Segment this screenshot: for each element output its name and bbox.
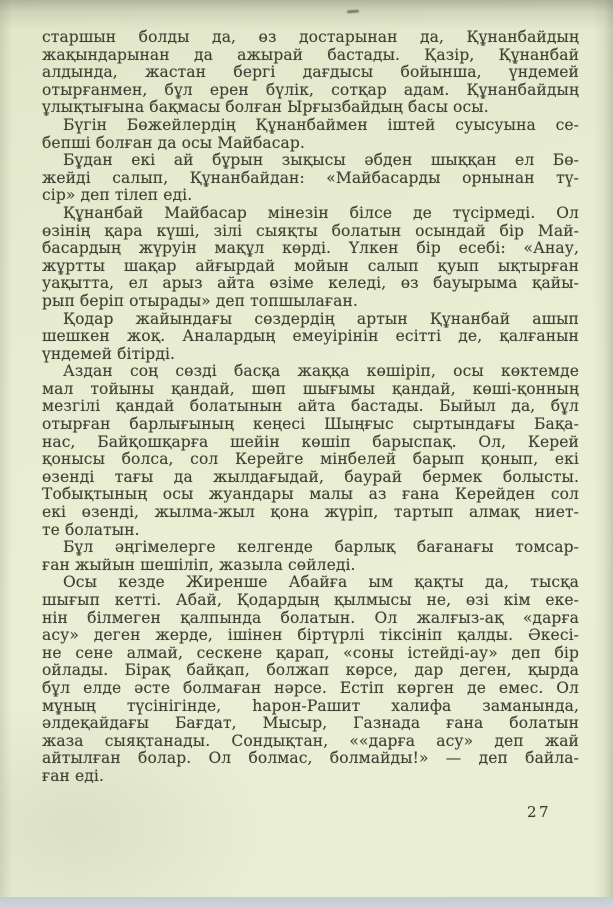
- paragraph: [42, 363, 579, 539]
- text-line: бепші болған да осы Майбасар.: [42, 133, 305, 152]
- text-line: асу» деген жерде, ішінен біртүрлі тіксініп қалды. Әкесі-: [42, 626, 579, 645]
- page-number: 27: [527, 803, 552, 821]
- text-line: әлдеқайдағы Бағдат, Мысыр, Газнада ғана болатын: [42, 714, 579, 733]
- text-line: басардың жүруін мақұл көрді. Үлкен бір есебі: «Анау,: [42, 239, 579, 258]
- text-line: өзенді тағы да жылдағыдай, баурай бермек болысты.: [42, 467, 579, 486]
- text-line: рып беріп отырады» деп топшылаған.: [42, 291, 358, 310]
- text-line: үндемей бітірді.: [42, 344, 176, 363]
- text-line: мезгілі қандай болатынын айта бастады. Быйыл да, бұл: [42, 397, 579, 416]
- text-line: Қодар жайындағы сөздердің артын Құнанбай ашып: [63, 309, 579, 328]
- text-line: жұртты шақар айғырдай мойын салып қуып ықтырған: [42, 256, 579, 275]
- text-line: сір» деп тілеп еді.: [42, 186, 193, 205]
- paragraph: [42, 539, 579, 574]
- text-line: айтылған болар. Ол болмас, болмайды!» — деп байла-: [42, 749, 579, 768]
- text-line: мал тойыны қандай, шөп шығымы қандай, көші-қонның: [42, 379, 579, 398]
- text-line: екі өзенді, жылма-жыл қона жүріп, тартып алмақ ниет-: [42, 503, 579, 522]
- paragraph: [42, 152, 579, 205]
- scanner-bed: [0, 897, 613, 907]
- text-line: отырғанмен, бұл ерен бүлік, сотқар адам. Құнанбайдың: [42, 80, 579, 99]
- text-line: нас, Байқошқарға шейін көшіп барыспақ. Ол, Керей: [42, 432, 579, 451]
- paragraph: [42, 117, 579, 152]
- text-line: ұлықтығына бақмасы болған Ырғызбайдың басы осы.: [42, 98, 489, 117]
- text-line: Аздан соң сөзді басқа жаққа көшіріп, осы көктемде: [63, 362, 579, 381]
- paragraph: [42, 311, 579, 364]
- text-line: ойлады. Бірақ байқап, болжап көрсе, дар деген, қырда: [42, 661, 579, 680]
- text-line: нін білмеген қалпында болатын. Ол жалғыз-ақ «дарға: [42, 608, 579, 627]
- text-line: ған жыйын шешіліп, жазыла сөйледі.: [42, 555, 356, 574]
- text-line: отырған барлығының кеңесі Шыңғыс сыртындағы Бақа-: [42, 415, 579, 434]
- text-line: жейді салып, Құнанбайдан: «Майбасарды орнынан тү-: [42, 168, 579, 187]
- text-line: шығып кетті. Абай, Қодардың қылмысы не, өзі кім еке-: [42, 591, 579, 609]
- ink-smudge: [347, 10, 359, 14]
- text-line: Бүгін Бөжейлердің Құнанбаймен іштей суысуына се-: [63, 115, 579, 134]
- text-line: жаза сыяқтанады. Сондықтан, ««дарға асу» деп жай: [42, 731, 579, 750]
- paragraph: [42, 29, 579, 117]
- text-line: алдында, жастан бергі дағдысы бойынша, үндемей: [42, 63, 579, 82]
- text-line: старшын болды да, өз достарынан да, Құнанбайдың: [42, 28, 579, 46]
- paragraph: [42, 205, 579, 311]
- text-line: мұның түсінігінде, һарон-Рашит халифа заманында,: [42, 696, 579, 715]
- text-line: Осы кезде Жиренше Абайға ым қақты да, тысқа: [63, 573, 579, 592]
- text-line: шешкен жоқ. Аналардың емеуірінін есітті де, қалғанын: [42, 327, 579, 346]
- text-line: жақындарынан да ажырай бастады. Қазір, Құнанбай: [42, 45, 579, 64]
- text-line: Тобықтының осы жуандары малы аз ғана Керейден сол: [42, 485, 579, 504]
- text-line: ған еді.: [42, 766, 105, 785]
- text-line: не сене алмай, сескене қарап, «соны істейді-ау» деп бір: [42, 643, 579, 662]
- paragraph: [42, 574, 579, 785]
- text-line: Бұл әңгімелерге келгенде барлық бағанағы томсар-: [63, 538, 579, 557]
- page-text: [42, 29, 579, 786]
- text-line: Бұдан екі ай бұрын зықысы әбден шыққан ел Бө-: [63, 151, 579, 170]
- text-line: уақытта, ел арыз айта өзіме келеді, өз бауырыма қайы-: [42, 274, 579, 293]
- text-line: Құнанбай Майбасар мінезін білсе де түсірмеді. Ол: [63, 203, 579, 222]
- text-line: қонысы болса, сол Керейге мінбелей барып қонып, екі: [42, 450, 579, 469]
- text-line: те болатын.: [42, 520, 140, 539]
- text-line: өзінің қара күші, зілі сыяқты болатын осындай бір Май-: [42, 221, 579, 240]
- text-line: бұл елде әсте болмаған нәрсе. Естіп көрген де емес. Ол: [42, 678, 579, 697]
